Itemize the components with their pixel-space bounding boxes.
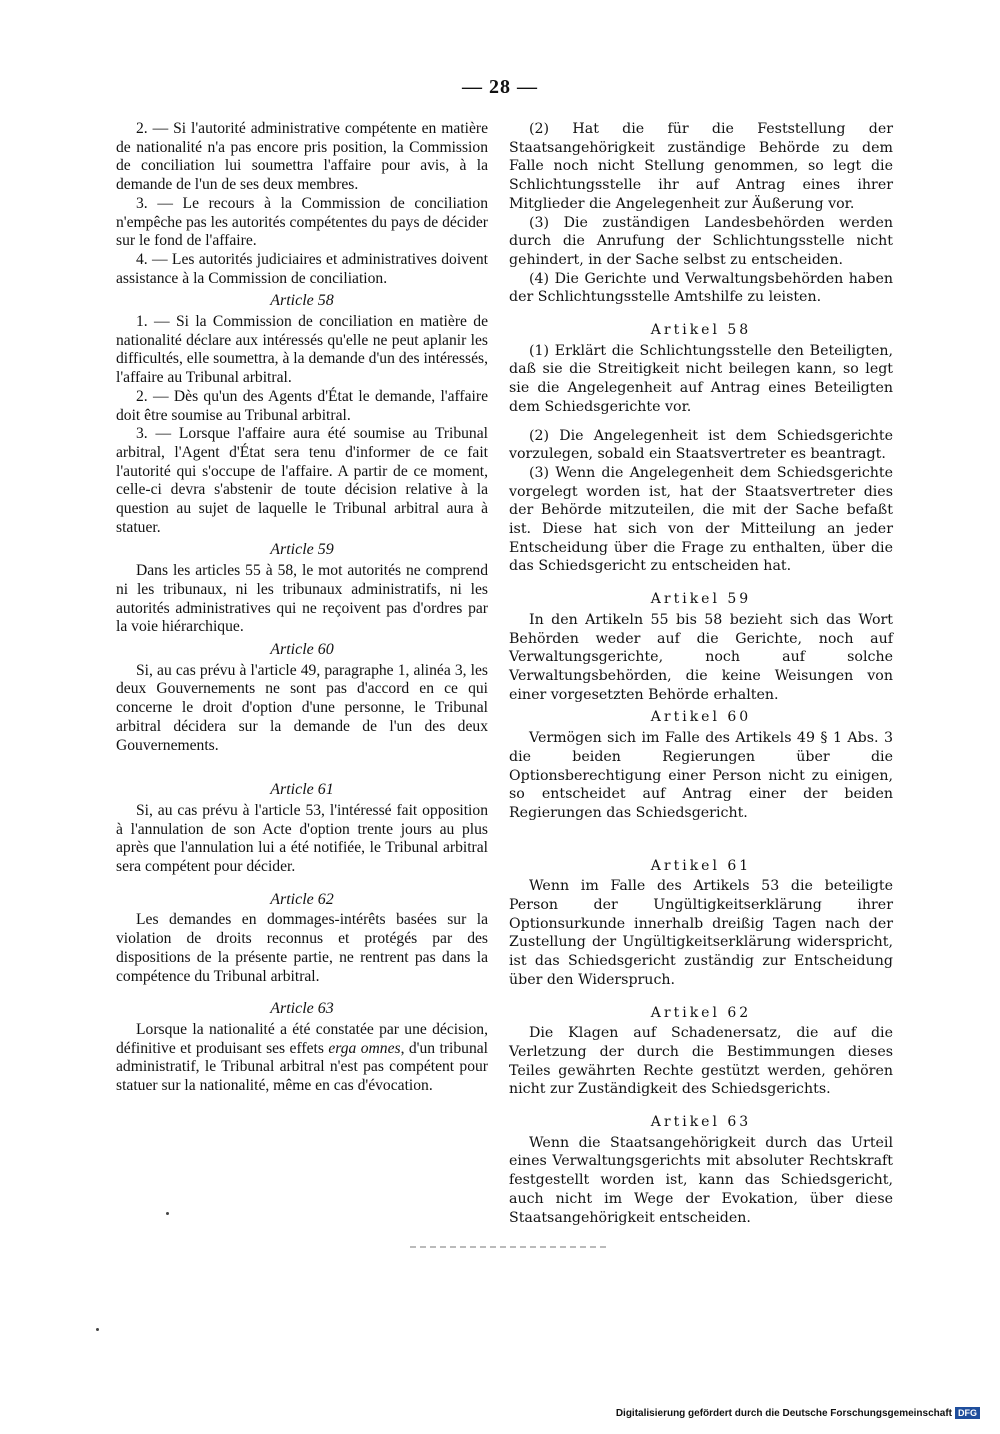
dfg-logo: DFG <box>955 1407 980 1419</box>
text-run: Lorsque la nationalité a été constatée par une décision, définitive et produisant ses effets <box>116 1020 488 1057</box>
page-number: — 28 — <box>462 76 538 98</box>
article-heading: Artikel 59 <box>650 591 752 608</box>
paragraph: (2) Hat die für die Feststellung der Staatsangehörigkeit zuständige Behörde zu dem Falle noch nicht Stellung genommen, so legt die Schlichtungsstelle ihr auf Antrag eines ihrer Mitglieder die Angelegenheit zur Äußerung vor. <box>509 121 893 212</box>
paragraph: (2) Die Angelegenheit ist dem Schiedsgerichte vorzulegen, sobald ein Staatsvertreter es beantragt. <box>509 427 893 463</box>
speck <box>96 1328 99 1331</box>
article-heading: Artikel 63 <box>650 1114 752 1131</box>
paragraph: Vermögen sich im Falle des Artikels 49 § 1 Abs. 3 die beiden Regierungen über die Optionsberechtigung einer Person nicht zu einigen, so entscheidet auf Antrag einer der beiden Regierungen das Schiedsgericht. <box>509 730 893 821</box>
article-heading: Artikel 58 <box>650 322 752 339</box>
paragraph: (3) Wenn die Angelegenheit dem Schiedsgerichte vorgelegt worden ist, hat der Staatsvertreter dies der Behörde mitzuteilen, die mit der Sache befaßt ist. Diese hat sich von der Mitteilung an jeder Entscheidung über die Frage zu enthalten, über die das Schiedsgericht zu entscheiden hat. <box>509 464 893 575</box>
paragraph: (1) Erklärt die Schlichtungsstelle den Beteiligten, daß sie die Streitigkeit nicht beilegen kann, so legt sie die Angelegenheit auf Antrag eines Beteiligten dem Schiedsgerichte vor. <box>509 342 893 415</box>
paragraph: Wenn im Falle des Artikels 53 die beteiligte Person der Ungültigkeitserklärung ihrer Optionsurkunde innerhalb dreißig Tagen nach der Zustellung der Ungültigkeitserklärung widerspricht, ist das Schiedsgericht zuständig zur Entscheidung über den Widerspruch. <box>509 878 893 988</box>
german-column <box>509 120 893 1227</box>
italic-text: erga omnes <box>328 1039 401 1057</box>
paragraph: 1. — Si la Commission de conciliation en matière de nationalité déclare aux intéressés qu'elle ne peut aplanir les difficultés, elle soumettra, à la demande d'un des intéressés, l'affaire au Tribunal arbitral. <box>116 313 488 387</box>
paragraph <box>116 1021 488 1096</box>
footer-text: Digitalisierung gefördert durch die Deutsche Forschungsgemeinschaft <box>615 1408 952 1419</box>
paragraph: Wenn die Staatsangehörigkeit durch das Urteil eines Verwaltungsgerichts mit absoluter Rechtskraft festgestellt worden ist, kann das Schiedsgericht, auch nicht im Wege der Evokation, über diese Staatsangehörigkeit entscheiden. <box>509 1134 893 1226</box>
paragraph: 2. — Dès qu'un des Agents d'État le demande, l'affaire doit être soumise au Tribunal arbitral. <box>116 387 488 424</box>
paragraph: Die Klagen auf Schadenersatz, die auf die Verletzung der durch die Bestimmungen dieses Teiles gewährten Rechte gestützt werden, gehören nicht zur Zuständigkeit des Schiedsgerichts. <box>509 1025 893 1098</box>
paragraph: Les demandes en dommages-intérêts basées sur la violation de droits reconnus et protégés par des dispositions de la présente partie, ne rentrent pas dans la compétence du Tribunal arbitral. <box>116 911 488 985</box>
paragraph: 3. — Lorsque l'affaire aura été soumise au Tribunal arbitral, l'Agent d'État sera tenu d'informer de ce fait l'autorité qui s'occupe de l'affaire. A partir de ce moment, celle-ci devra s'abstenir de toute décision relative à la question au sujet de laquelle le Tribunal arbitral aura à statuer. <box>116 425 488 536</box>
article-heading: Artikel 62 <box>650 1004 752 1021</box>
paragraph: (4) Die Gerichte und Verwaltungsbehörden haben der Schlichtungsstelle Amtshilfe zu leisten. <box>509 270 893 306</box>
article-heading: Article 58 <box>270 292 334 310</box>
paragraph: Si, au cas prévu à l'article 53, l'intéressé fait opposition à l'annulation de son Acte d'option trente jours au plus après que l'annulation lui a été notifiée, le Tribunal arbitral sera compétent pour décider. <box>116 801 488 876</box>
paragraph: 4. — Les autorités judiciaires et administratives doivent assistance à la Commission de conciliation. <box>116 250 488 287</box>
paragraph: Dans les articles 55 à 58, le mot autorités ne comprend ni les tribunaux, ni les tribunaux administratifs, ni les autorités administratives qui ne reçoivent pas d'ordres par la voie hiérarchique. <box>116 562 488 636</box>
speck <box>166 1212 169 1215</box>
french-column <box>116 120 488 1096</box>
footer <box>616 1407 980 1419</box>
paragraph: In den Artikeln 55 bis 58 bezieht sich das Wort Behörden weder auf die Gerichte, noch auf Verwaltungsgerichte, noch auf solche Verwaltungsbehörden, die keine Weisungen von einer vorgesetzten Behörde erhalten. <box>509 611 893 703</box>
article-heading: Article 61 <box>270 781 334 799</box>
text-run: , d'un tribunal administratif, le Tribunal arbitral n'est pas compétent pour statuer sur la nationalité, même en cas d'évocation. <box>116 1039 488 1095</box>
paragraph: (3) Die zuständigen Landesbehörden werden durch die Anrufung der Schlichtungsstelle nicht gehindert, in der Sache selbst zu entscheiden. <box>509 214 893 268</box>
paragraph: 3. — Le recours à la Commission de conciliation n'empêche pas les autorités compétentes du pays de décider sur le fond de l'affaire. <box>116 194 488 250</box>
article-heading: Article 59 <box>270 541 334 559</box>
article-heading: Article 62 <box>270 890 334 908</box>
article-heading: Article 60 <box>270 640 334 658</box>
paragraph: Si, au cas prévu à l'article 49, paragraphe 1, alinéa 3, les deux Gouvernements ne sont pas d'accord en ce qui concerne le droit d'option d'une personne, le Tribunal arbitral décidera sur la demande de l'un des deux Gouvernements. <box>116 661 488 754</box>
paragraph: 2. — Si l'autorité administrative compétente en matière de nationalité n'a pas encore pris position, la Commission de conciliation lui soumettra l'affaire pour avis, à la demande de l'un de ses deux membres. <box>116 120 488 194</box>
end-rule <box>410 1246 606 1248</box>
article-heading: Artikel 61 <box>650 857 752 874</box>
article-heading: Artikel 60 <box>650 709 752 726</box>
article-heading: Article 63 <box>270 1000 334 1018</box>
